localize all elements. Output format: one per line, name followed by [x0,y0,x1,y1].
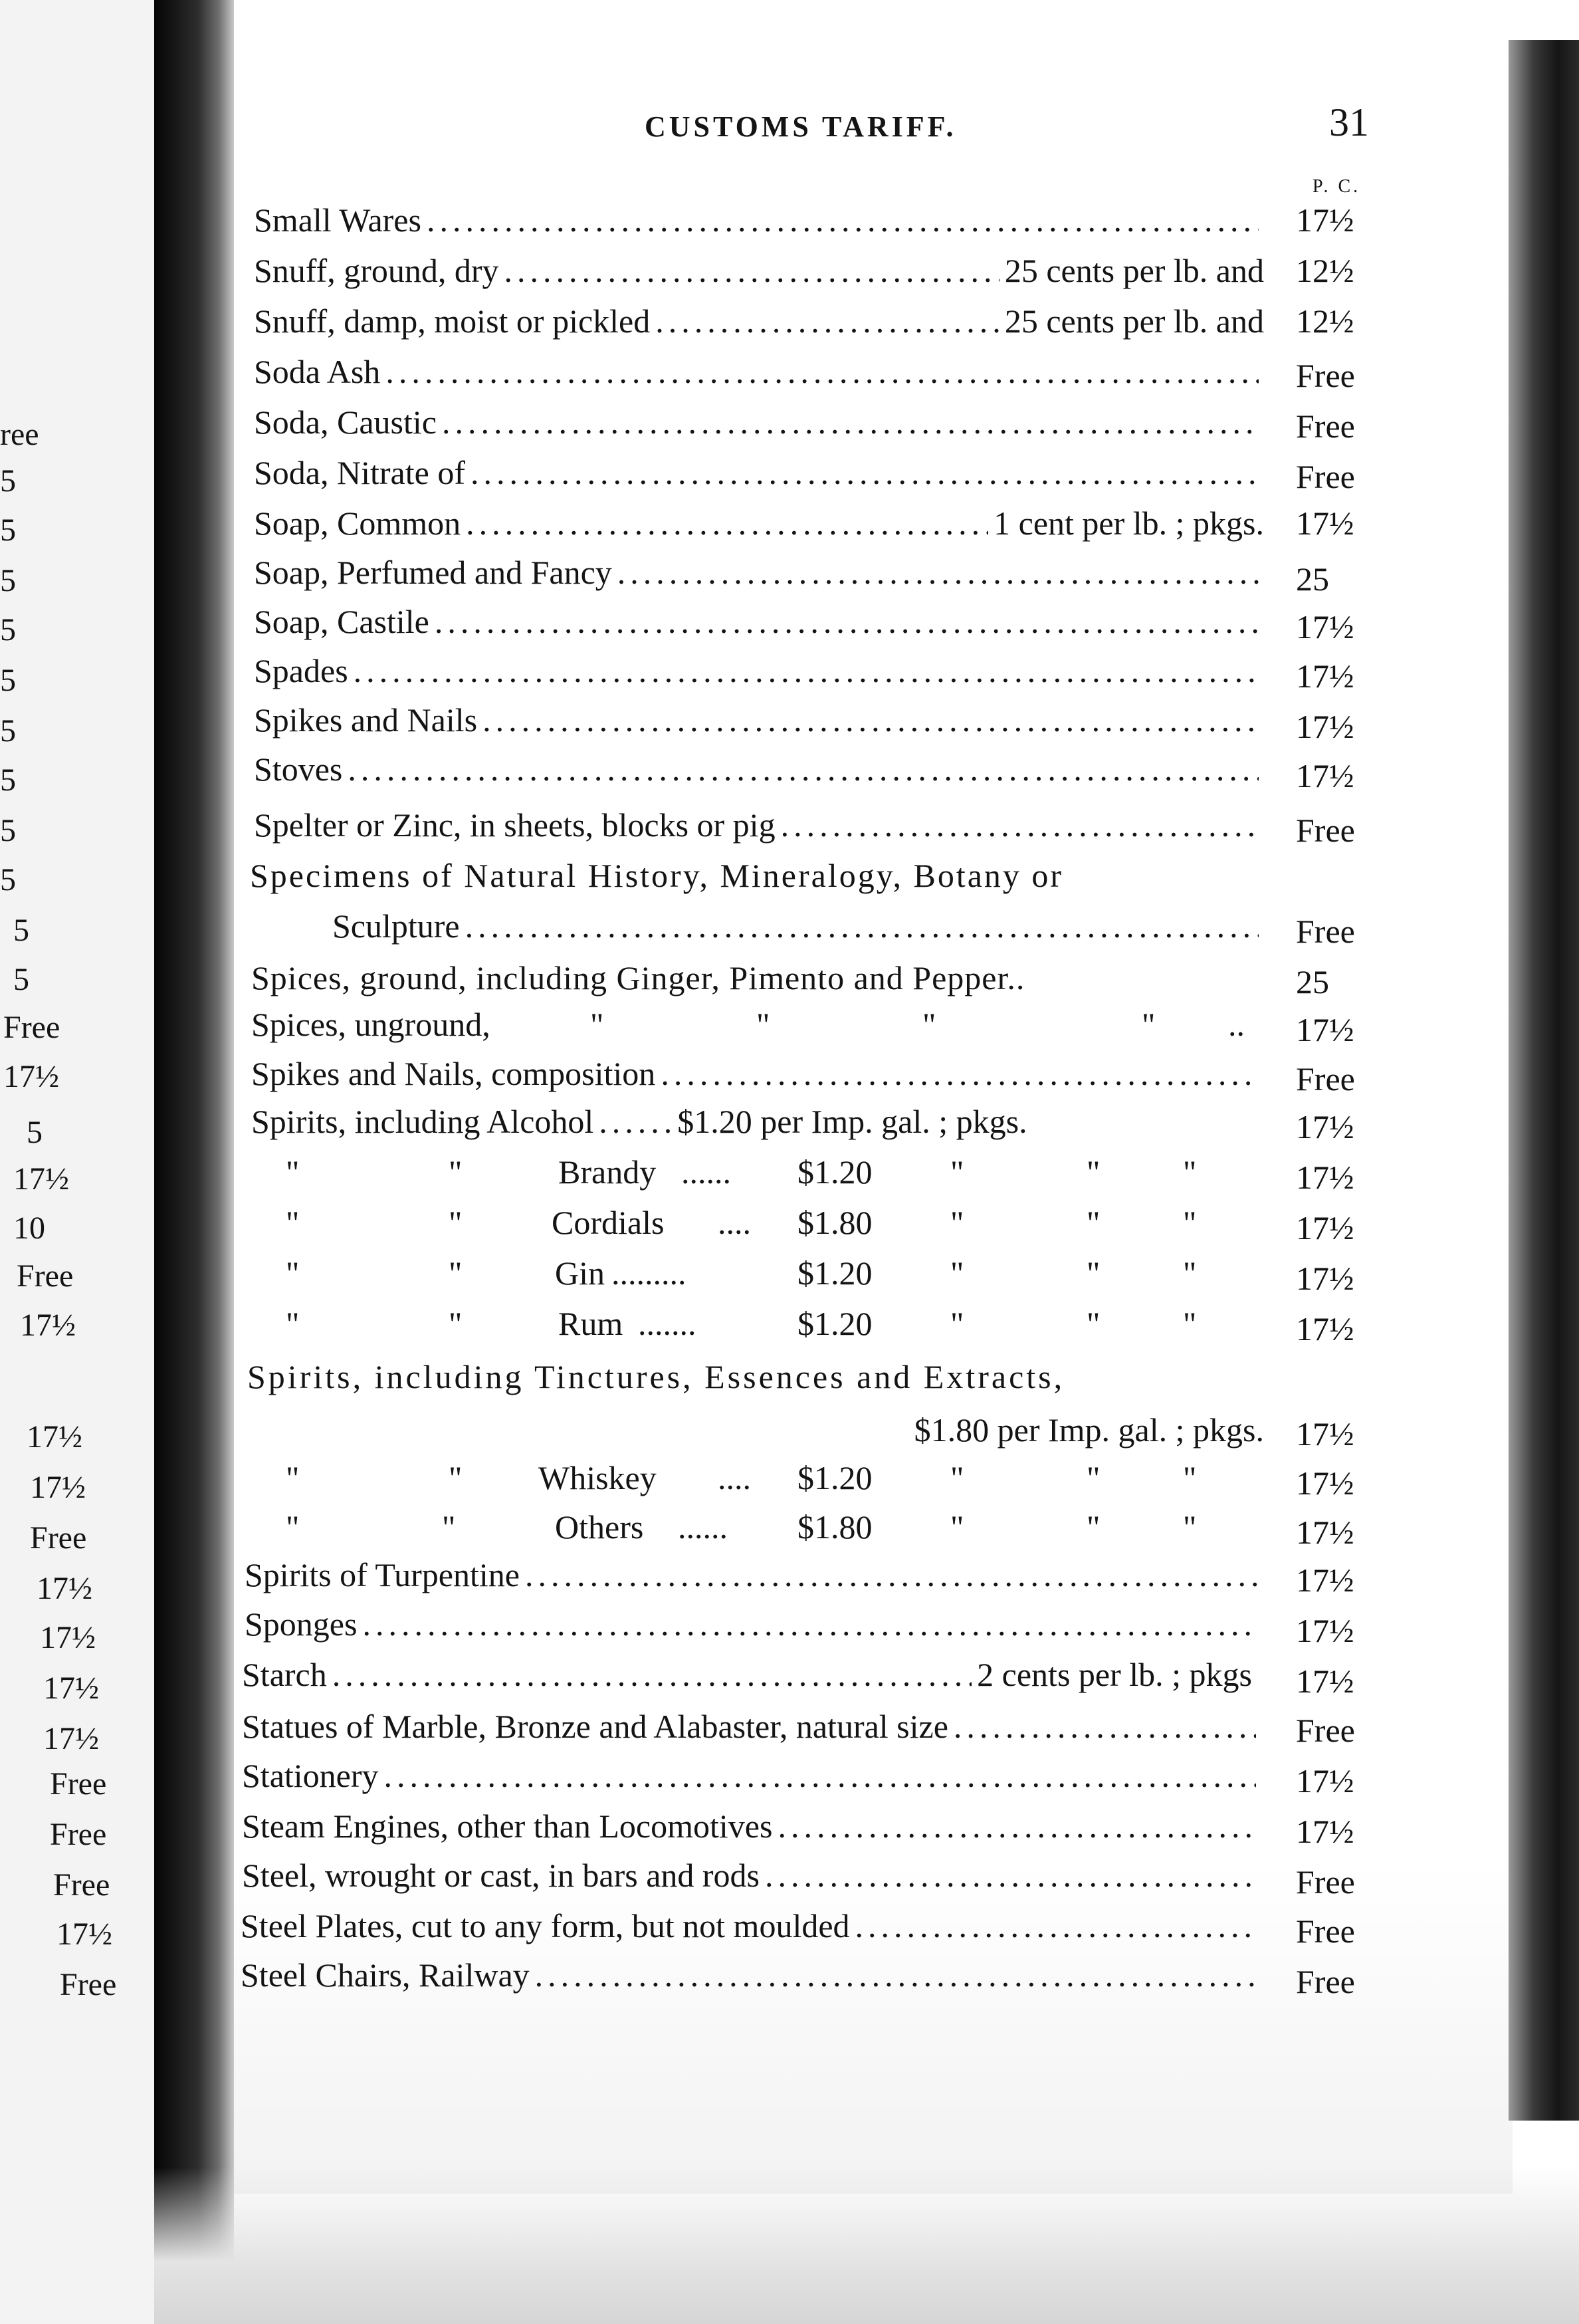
entry-name: Steel, wrought or cast, in bars and rods [242,1857,760,1894]
entry-duty: 25 cents per lb. and [1004,302,1264,340]
ditto-mark: " [286,1459,300,1496]
tariff-entry: Spices, unground, " " " " .. [251,1004,1278,1045]
entry-name: Small Wares [254,201,421,239]
tariff-entry [254,552,1264,593]
entry-rate: 17½ [1296,708,1354,745]
dot-leader [655,300,1000,342]
tariff-entry [254,351,1264,392]
entry-rate: Free [1296,407,1355,445]
facing-page-rate: 5 [0,713,16,749]
ditto-mark: " [1183,1459,1197,1496]
entry-rate: 25 [1296,963,1329,1000]
dot-leader [384,1755,1256,1796]
ditto-mark: " [286,1305,300,1342]
running-head: CUSTOMS TARIFF. [645,110,957,143]
subentry-name: Cordials [552,1204,665,1241]
ditto-mark: " [1087,1305,1101,1342]
entry-rate: Free [1296,913,1355,950]
dot-leader [504,250,1000,291]
entry-rate: Free [1296,1060,1355,1098]
entry-rate: 17½ [1296,1209,1354,1246]
entry-duty: 25 cents per lb. and [1004,252,1264,289]
entry-name: Spades [254,652,348,689]
ditto-mark: " [1087,1508,1101,1546]
entry-name: Spices, unground, [251,1006,490,1043]
entry-name: Soda Ash [254,353,381,390]
entry-name: Spirits, including Alcohol [251,1103,594,1140]
entry-rate: 17½ [1296,1108,1354,1145]
ditto-mark: " [286,1254,300,1292]
entry-name: Steam Engines, other than Locomotives [242,1807,773,1845]
tariff-entry [254,402,1264,443]
ditto-mark: " [1183,1204,1197,1241]
subentry-amount: $1.20 [797,1459,873,1496]
facing-page-rate: 17½ [30,1470,86,1505]
facing-page-rate: 5 [0,762,16,798]
facing-page-rate: 5 [13,962,29,997]
tariff-subentry: " " Whiskey .... $1.20 " " " [239,1457,1266,1498]
ditto-mark: " [950,1153,964,1191]
tariff-entry [254,749,1264,790]
tariff-entry [254,503,1264,544]
tariff-entry [241,1954,1261,1996]
entry-name: Stationery [242,1757,379,1794]
entry-rate: 17½ [1296,757,1354,794]
entry-name: Soda, Caustic [254,404,437,441]
facing-page-rate: 5 [13,913,29,948]
dot-leader [442,402,1259,443]
entry-rate: 12½ [1296,252,1354,289]
entry-name: Soap, Common [254,505,461,542]
ditto-mark: " [1087,1459,1101,1496]
facing-page-rate: 5 [0,862,16,897]
dot-leader [765,1855,1256,1896]
subentry-amount: $1.80 [797,1508,873,1546]
entry-name: Spikes and Nails [254,701,478,739]
entry-name: Stoves [254,751,343,788]
entry-duty: $1.20 per Imp. gal. ; pkgs. [677,1103,1027,1140]
subentry-amount: $1.20 [797,1305,873,1342]
ditto-mark: " [449,1153,463,1191]
tariff-entry [245,1603,1264,1645]
facing-page-rate: 17½ [3,1059,59,1094]
ditto-mark: " [1087,1254,1101,1292]
entry-rate: 17½ [1296,1514,1354,1551]
ditto-mark: " [286,1204,300,1241]
dot-leader [466,503,988,544]
subentry-name: Whiskey [538,1459,657,1496]
entry-name: Steel Chairs, Railway [241,1956,530,1994]
facing-page-rate: Free [3,1010,60,1045]
dot-leader [435,601,1259,642]
facing-page-rate: Free [30,1520,87,1556]
subentry-amount: $1.80 [797,1204,873,1241]
ditto-mark: " [449,1254,463,1292]
tariff-entry [254,650,1264,691]
ditto-mark: " [442,1508,456,1546]
dot-leader [535,1954,1256,1996]
dot-leader [954,1706,1256,1747]
dot-leader [617,552,1259,593]
entry-rate: Free [1296,812,1355,849]
subentry-name: Brandy [558,1153,657,1191]
facing-page-rate: 5 [0,513,16,548]
dot-leader [354,650,1259,691]
entry-name: Starch [242,1656,327,1693]
dot-leader [661,1053,1259,1094]
facing-page-rate: 5 [27,1115,43,1150]
entry-rate: 17½ [1296,505,1354,542]
entry-rate: 17½ [1296,201,1354,239]
ditto-mark: " [1183,1254,1197,1292]
dot-leader [781,804,1259,846]
ditto-mark: " [950,1508,964,1546]
subentry-amount: $1.20 [797,1153,873,1191]
facing-page-rate: 17½ [13,1161,69,1197]
entry-rate: 25 [1296,560,1329,598]
entry-rate: Free [1296,1863,1355,1901]
entry-rate: 17½ [1296,1762,1354,1800]
ditto-mark: " [1183,1153,1197,1191]
tariff-subentry: " " Brandy ...... $1.20 " " " [239,1151,1266,1193]
tariff-entry: Spices, ground, including Ginger, Pimento and Pepper.. [251,959,1025,996]
tariff-entry [254,452,1264,493]
tariff-subentry: " " Gin ......... $1.20 " " " [239,1252,1266,1294]
tariff-entry-line: Specimens of Natural History, Mineralogy, Botany or [250,857,1064,894]
ditto-mark: " [286,1153,300,1191]
ditto-mark: " [449,1305,463,1342]
tariff-entry [254,250,1264,291]
facing-page-rate: 5 [0,813,16,848]
ditto-mark: " [950,1305,964,1342]
entry-name: Spirits of Turpentine [245,1556,520,1593]
ditto-mark: " [922,1006,936,1043]
dot-leader [471,452,1259,493]
entry-rate: Free [1296,1963,1355,2000]
ditto-mark: " [950,1204,964,1241]
entry-name: Spikes and Nails, composition [251,1055,656,1092]
tariff-subentry: " " Others ...... $1.80 " " " [239,1506,1266,1548]
entry-rate: Free [1296,458,1355,495]
entry-rate: Free [1296,1712,1355,1749]
dot-leader [525,1554,1259,1595]
tariff-entry [242,1805,1261,1847]
dot-leader [362,1603,1259,1645]
ditto-mark: " [756,1006,770,1043]
tariff-entry [251,1053,1264,1094]
entry-name: Soap, Perfumed and Fancy [254,554,612,591]
facing-page-rate: 17½ [40,1620,96,1655]
subentry-name: Others [555,1508,644,1546]
ditto-mark: " [286,1508,300,1546]
entry-rate: 17½ [1296,1310,1354,1347]
entry-rate: Free [1296,357,1355,394]
page-number: 31 [1329,100,1369,144]
entry-rate: Free [1296,1913,1355,1950]
tariff-entry [251,1101,1264,1142]
ditto-mark: " [1183,1508,1197,1546]
facing-page-rate: ree [0,417,39,452]
facing-page-rate: Free [50,1817,107,1852]
entry-name: Spelter or Zinc, in sheets, blocks or pig [254,806,776,844]
entry-duty: $1.80 per Imp. gal. ; pkgs. [914,1411,1264,1449]
entry-name: Statues of Marble, Bronze and Alabaster, natural size [242,1708,948,1745]
facing-page-rate: Free [53,1867,110,1903]
ditto-mark: " [950,1254,964,1292]
tariff-entry [242,1706,1261,1747]
facing-page-rate: 5 [0,463,16,499]
ditto-mark: " [1087,1153,1101,1191]
entry-name: Sculpture [332,907,460,945]
dot-leader [482,699,1259,741]
ditto-mark: " [449,1459,463,1496]
entry-rate: 17½ [1296,1464,1354,1502]
subentry-amount: $1.20 [797,1254,873,1292]
facing-page-rate: Free [17,1258,74,1294]
entry-rate: 17½ [1296,657,1354,695]
tariff-entry [254,804,1264,846]
entry-name: Soap, Castile [254,603,429,640]
entry-name: Snuff, damp, moist or pickled [254,302,651,340]
dot-leader [348,749,1259,790]
facing-page-rate: 5 [0,612,16,647]
facing-page-rate: 10 [13,1211,45,1246]
entry-rate: 17½ [1296,1159,1354,1196]
dot-leader [855,1905,1256,1946]
tariff-entry [241,1905,1261,1946]
ditto-mark: " [590,1006,604,1043]
facing-page-rate: Free [60,1967,117,2002]
facing-page-rate: 17½ [43,1671,99,1706]
entry-rate: 17½ [1296,1663,1354,1700]
subentry-name: Rum [558,1305,623,1342]
entry-name: Soda, Nitrate of [254,454,465,491]
tariff-entry-line: Spirits, including Tinctures, Essences and Extracts, [247,1358,1065,1395]
tariff-subentry: " " Rum ....... $1.20 " " " [239,1303,1266,1344]
entry-name: Snuff, ground, dry [254,252,499,289]
entry-rate: 17½ [1296,1011,1354,1048]
ditto-mark: " [950,1459,964,1496]
dot-leader [465,905,1259,947]
facing-page-rate: 17½ [37,1571,92,1606]
ditto-mark: " [1142,1006,1156,1043]
tariff-entry [245,1554,1264,1595]
column-header-per-cent: P. C. [1313,176,1361,197]
entry-name: Sponges [245,1605,358,1643]
tariff-entry [242,1855,1261,1896]
dot-leader [385,351,1259,392]
dot-leader [332,1654,972,1695]
facing-page-rate: 5 [0,663,16,698]
facing-page-rate: 17½ [43,1721,99,1756]
tariff-entry [254,699,1264,741]
facing-page-rate: 17½ [56,1917,112,1952]
tariff-subentry: " " Cordials .... $1.80 " " " [239,1202,1266,1243]
tariff-entry [242,1755,1261,1796]
dot-leader [599,1101,672,1142]
tariff-entry [242,1654,1252,1695]
dot-leader [427,199,1259,241]
facing-page-rate: 17½ [20,1308,76,1343]
entry-rate: 12½ [1296,302,1354,340]
tariff-entry [254,199,1264,241]
ditto-mark: " [1183,1305,1197,1342]
entry-rate: 17½ [1296,1813,1354,1850]
entry-duty: 1 cent per lb. ; pkgs. [994,505,1264,542]
tariff-entry [254,601,1264,642]
tariff-entry [254,300,1264,342]
facing-page-rate: 17½ [27,1419,82,1454]
entry-rate: 17½ [1296,1415,1354,1452]
tariff-entry [332,905,1264,947]
dot-leader [778,1805,1256,1847]
facing-page-rate: Free [50,1766,107,1801]
ditto-mark: " [449,1204,463,1241]
entry-rate: 17½ [1296,608,1354,645]
entry-rate: 17½ [1296,1260,1354,1297]
entry-rate: 17½ [1296,1562,1354,1599]
facing-page-rate: 5 [0,563,16,598]
ditto-mark: " [1087,1204,1101,1241]
entry-duty: 2 cents per lb. ; pkgs [977,1656,1252,1693]
entry-name: Steel Plates, cut to any form, but not moulded [241,1907,850,1944]
entry-rate: 17½ [1296,1612,1354,1649]
subentry-name: Gin [555,1254,605,1292]
